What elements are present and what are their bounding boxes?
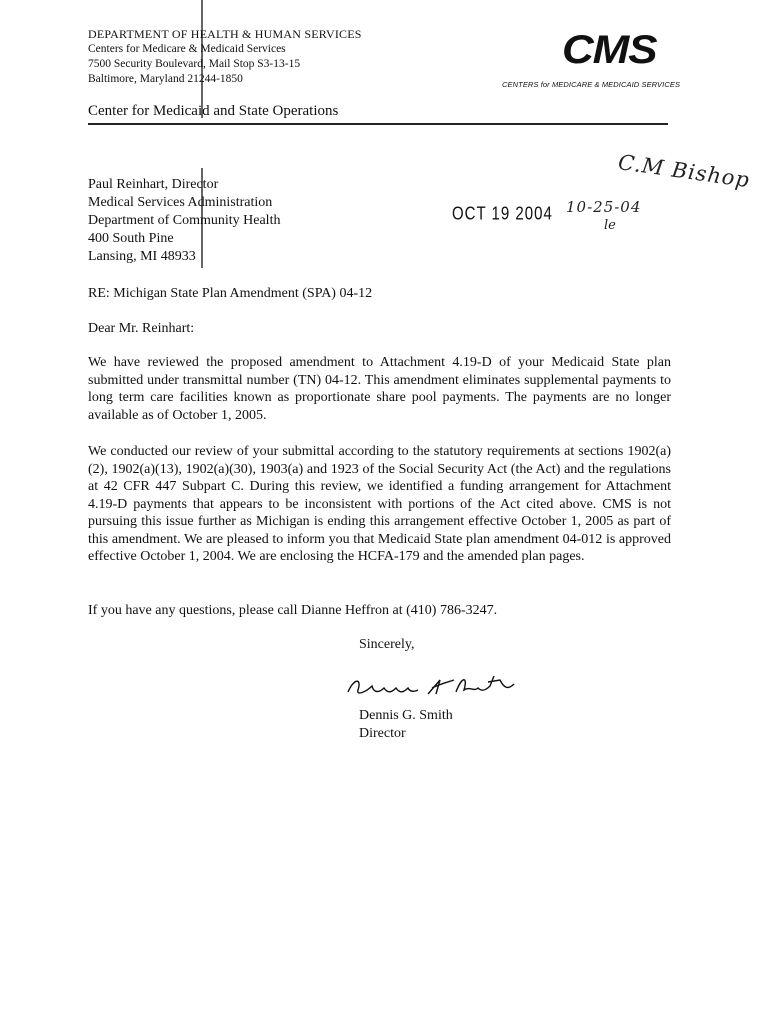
signer-block bbox=[359, 707, 453, 743]
salutation: Dear Mr. Reinhart: bbox=[88, 321, 195, 336]
letterhead-line: DEPARTMENT OF HEALTH & HUMAN SERVICES bbox=[88, 27, 362, 41]
cms-logo: CMS bbox=[562, 28, 657, 72]
signature bbox=[344, 668, 524, 704]
recipient-line: 400 South Pine bbox=[88, 231, 174, 246]
handwritten-name: C.M Bishop bbox=[616, 150, 752, 193]
letterhead-line: Centers for Medicare & Medicaid Services bbox=[88, 43, 286, 55]
body-paragraph: If you have any questions, please call Dianne Heffron at (410) 786-3247. bbox=[88, 603, 498, 618]
letterhead-line: Baltimore, Maryland 21244-1850 bbox=[88, 73, 243, 85]
body-paragraph: We have reviewed the proposed amendment to Attachment 4.19-D of your Medicaid State plan submitted under transmittal number (TN) 04-12. This amendment eliminates supplemental payments to long term care facilities known as proportionate share pool payments. The payments are no longer available as of October 1, 2005. bbox=[88, 355, 671, 423]
recipient-line: Medical Services Administration bbox=[88, 195, 273, 210]
recipient-address bbox=[88, 176, 280, 266]
closing: Sincerely, bbox=[359, 637, 415, 652]
handwritten-date: 10-25-04 bbox=[566, 198, 642, 216]
letterhead-line: 7500 Security Boulevard, Mail Stop S3-13-15 bbox=[88, 58, 301, 70]
date-stamp: OCT 19 2004 bbox=[452, 203, 553, 225]
signer-name: Dennis G. Smith bbox=[359, 708, 453, 723]
recipient-line: Department of Community Health bbox=[88, 213, 281, 228]
recipient-line: Paul Reinhart, Director bbox=[88, 177, 219, 192]
cms-logo-tagline: CENTERS for MEDICARE & MEDICAID SERVICES bbox=[502, 80, 681, 89]
handwritten-initials: le bbox=[604, 218, 616, 233]
header-rule bbox=[88, 123, 668, 125]
body-paragraph: We conducted our review of your submittal according to the statutory requirements at sections 1902(a)(2), 1902(a)(13), 1902(a)(30), 1903(a) and 1923 of the Social Security Act (the Act) and the regulations at 42 CFR 447 Subpart C. During this review, we identified a funding arrangement for Attachment 4.19-D payments that appears to be inconsistent with portions of the Act cited above. CMS is not pursuing this issue further as Michigan is ending this arrangement effective October 1, 2005 as part of this amendment. We are pleased to inform you that Medicaid State plan amendment 04-012 is approved effective October 1, 2004. We are enclosing the HCFA-179 and the amended plan pages. bbox=[88, 444, 671, 564]
signer-title: Director bbox=[359, 726, 406, 741]
subject-line: RE: Michigan State Plan Amendment (SPA) 04-12 bbox=[88, 286, 373, 301]
recipient-line: Lansing, MI 48933 bbox=[88, 249, 196, 264]
letterhead-address bbox=[88, 27, 362, 87]
center-title: Center for Medicaid and State Operations bbox=[88, 103, 339, 119]
